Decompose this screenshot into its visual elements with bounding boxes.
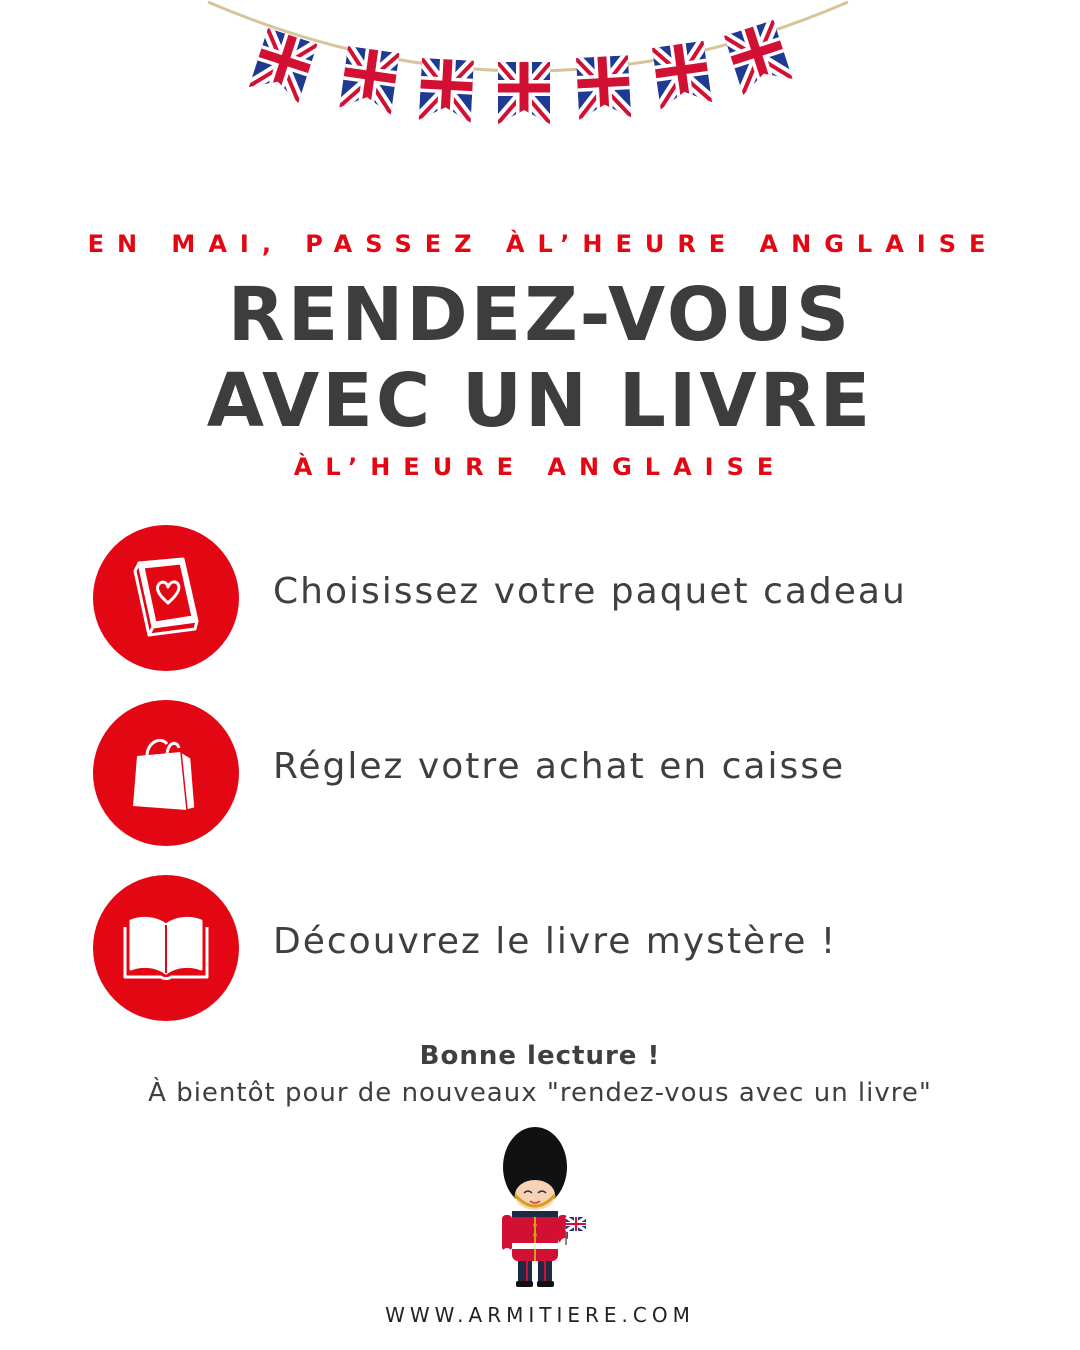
step-2-circle bbox=[93, 700, 239, 846]
title-line-2: AVEC UN LIVRE bbox=[206, 358, 874, 444]
step-2-label: Réglez votre achat en caisse bbox=[273, 746, 846, 787]
step-3-circle bbox=[93, 875, 239, 1021]
step-discover-book bbox=[93, 875, 993, 1021]
step-pay-at-checkout bbox=[93, 700, 993, 846]
royal-guard-illustration bbox=[490, 1125, 590, 1290]
title-line-1: RENDEZ-VOUS bbox=[227, 272, 853, 358]
step-choose-gift bbox=[93, 525, 993, 671]
step-1-label: Choisissez votre paquet cadeau bbox=[273, 571, 907, 612]
website-url[interactable]: WWW.ARMITIERE.COM bbox=[385, 1303, 695, 1327]
heart-book-icon bbox=[121, 553, 211, 643]
subkicker-text: ÀL’HEURE ANGLAISE bbox=[293, 453, 787, 481]
kicker-text: EN MAI, PASSEZ ÀL’HEURE ANGLAISE bbox=[87, 230, 999, 258]
union-jack-bunting bbox=[200, 0, 860, 150]
closing-message: À bientôt pour de nouveaux "rendez-vous avec un livre" bbox=[148, 1078, 932, 1108]
open-book-icon bbox=[121, 903, 211, 993]
page-title bbox=[0, 272, 1080, 444]
step-1-circle bbox=[93, 525, 239, 671]
step-3-label: Découvrez le livre mystère ! bbox=[273, 921, 838, 962]
shopping-bag-icon bbox=[121, 728, 211, 818]
closing-greeting: Bonne lecture ! bbox=[419, 1041, 661, 1071]
